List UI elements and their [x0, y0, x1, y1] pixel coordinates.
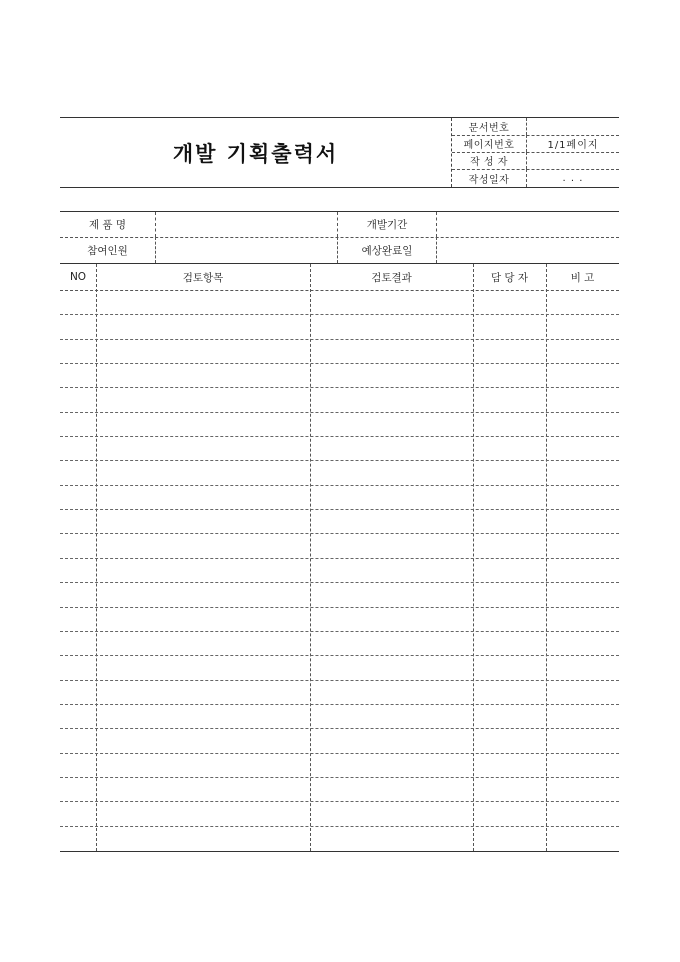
period-label: 개발기간 — [338, 212, 437, 237]
table-row — [60, 754, 619, 778]
project-meta — [60, 211, 619, 263]
info-row-doc-number — [452, 118, 619, 136]
table-row — [60, 364, 619, 388]
info-label: 문서번호 — [452, 118, 527, 135]
review-table — [60, 263, 619, 852]
header-review-item: 검토항목 — [182, 271, 224, 284]
table-row — [60, 315, 619, 339]
document-info-grid — [452, 118, 619, 187]
table-row — [60, 461, 619, 485]
table-row — [60, 778, 619, 802]
info-label: 작 성 자 — [452, 152, 527, 169]
members-label: 참여인원 — [60, 237, 156, 263]
info-row-date — [452, 169, 619, 187]
table-row — [60, 559, 619, 583]
period-value — [437, 212, 619, 237]
members-value — [156, 237, 338, 263]
info-value: . . . — [562, 172, 584, 184]
info-value — [527, 118, 619, 135]
info-label: 작성일자 — [452, 169, 527, 187]
table-header — [60, 264, 619, 291]
header-manager: 담 당 자 — [490, 271, 529, 284]
document-title: 개발 기획출력서 — [60, 118, 452, 187]
info-label: 페이지번호 — [452, 135, 527, 152]
info-row-page-number — [452, 135, 619, 153]
table-row — [60, 510, 619, 534]
completion-value — [437, 237, 619, 263]
info-row-author — [452, 152, 619, 170]
table-row — [60, 437, 619, 461]
table-row — [60, 827, 619, 851]
completion-label: 예상완료일 — [338, 237, 437, 263]
header-no: NO — [69, 271, 87, 283]
table-row — [60, 291, 619, 315]
meta-row-product — [60, 212, 619, 238]
table-row — [60, 729, 619, 753]
table-row — [60, 413, 619, 437]
table-row — [60, 534, 619, 558]
header-remarks: 비 고 — [570, 271, 595, 284]
info-value: 1/1페이지 — [547, 140, 599, 151]
table-row — [60, 388, 619, 412]
table-row — [60, 486, 619, 510]
table-row — [60, 583, 619, 607]
table-row — [60, 802, 619, 826]
document-header — [60, 117, 619, 188]
table-row — [60, 340, 619, 364]
product-label: 제 품 명 — [60, 212, 156, 237]
table-row — [60, 632, 619, 656]
table-row — [60, 608, 619, 632]
table-row — [60, 681, 619, 705]
meta-row-members — [60, 237, 619, 263]
header-review-result: 검토결과 — [371, 271, 412, 284]
product-value — [156, 212, 338, 237]
info-value — [527, 152, 619, 169]
table-row — [60, 705, 619, 729]
table-row — [60, 656, 619, 680]
